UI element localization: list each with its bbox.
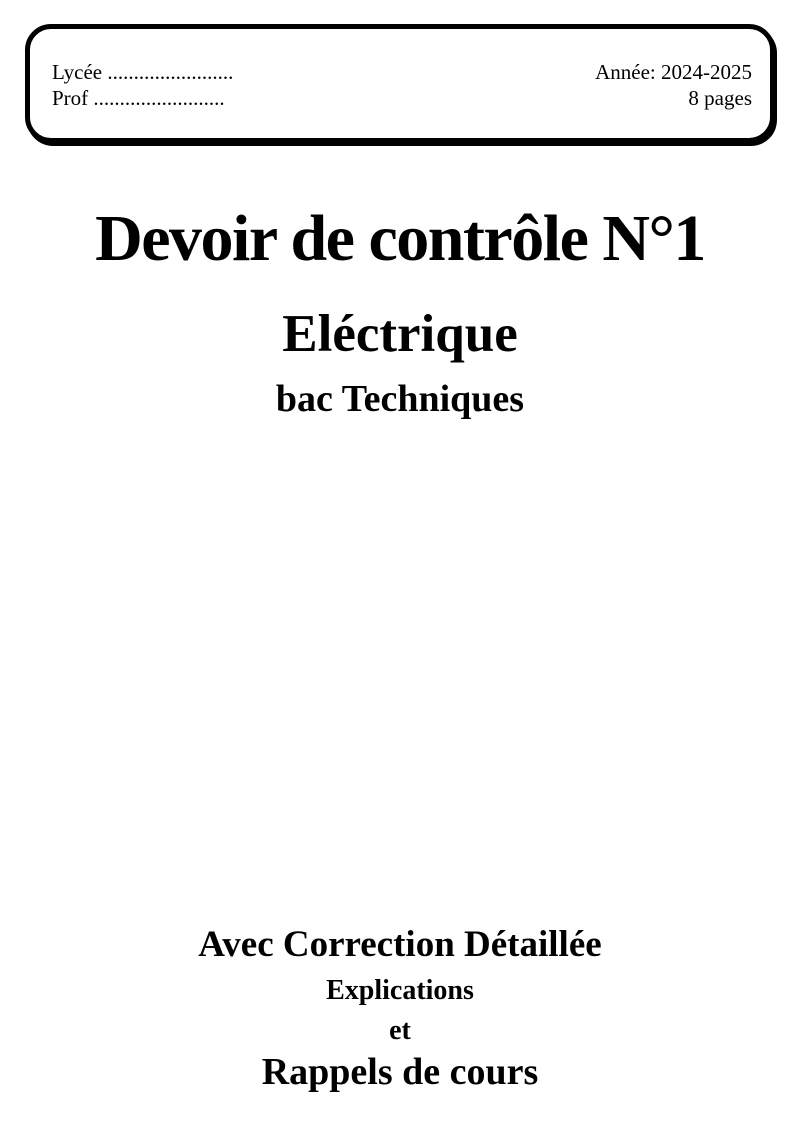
footer-et-line: et bbox=[389, 1015, 411, 1046]
header-row-top bbox=[52, 59, 752, 85]
pages-count: 8 pages bbox=[688, 86, 752, 110]
prof-field: Prof ......................... bbox=[52, 86, 225, 110]
footer-correction-line: Avec Correction Détaillée bbox=[198, 924, 602, 965]
document-title: Devoir de contrôle N°1 bbox=[95, 202, 705, 275]
annee-value: Année: 2024-2025 bbox=[595, 60, 752, 84]
lycee-field: Lycée ........................ bbox=[52, 60, 234, 84]
subject-title: Eléctrique bbox=[282, 305, 518, 363]
header-info-box bbox=[25, 24, 775, 143]
header-row-bottom bbox=[52, 85, 752, 111]
footer-rappels-line: Rappels de cours bbox=[261, 1051, 539, 1093]
footer-explications-line: Explications bbox=[326, 975, 474, 1006]
level-subtitle: bac Techniques bbox=[275, 378, 525, 420]
